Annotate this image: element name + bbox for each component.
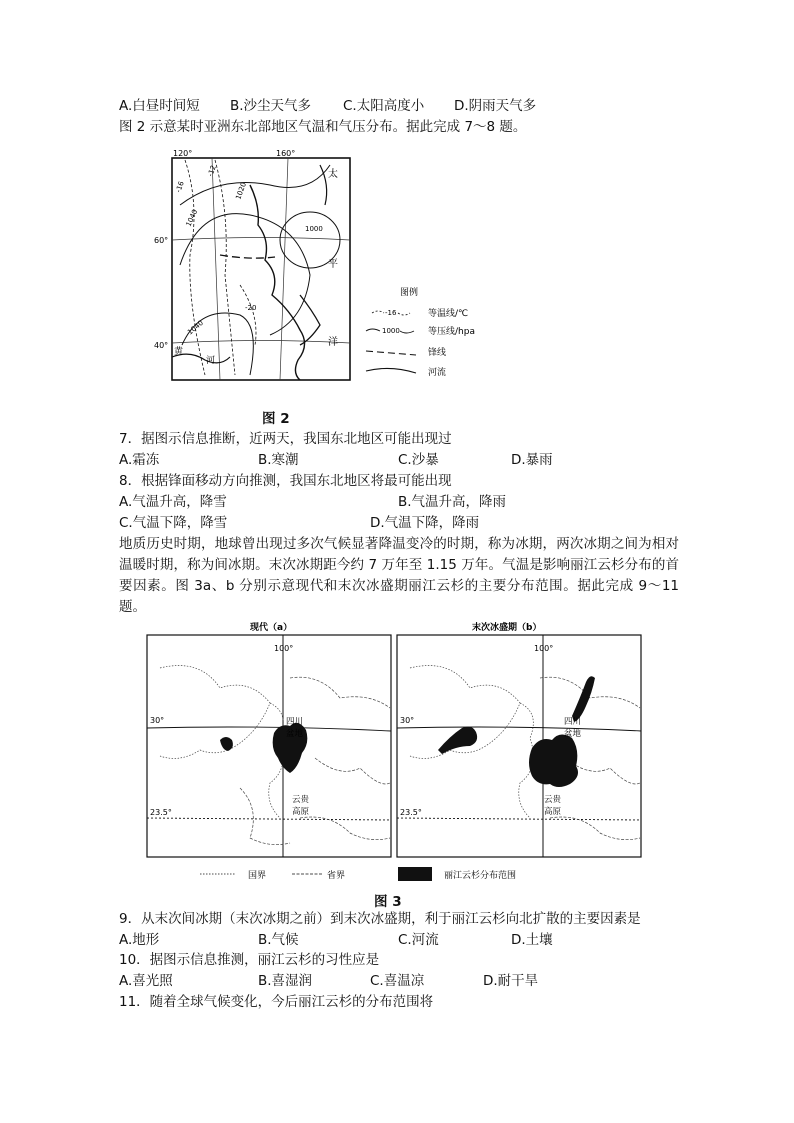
q9-option-c: C.河流 (398, 932, 439, 948)
q8-options-row2 (119, 513, 679, 533)
isotherm (240, 285, 256, 345)
fig2-intro: 图 2 示意某时亚洲东北部地区气温和气压分布。据此完成 7～8 题。 (119, 119, 527, 135)
lon-label-b: 100° (534, 644, 554, 653)
lat-label-60: 60° (154, 236, 169, 245)
q8-stem: 8．根据锋面移动方向推测，我国东北地区将最可能出现 (119, 473, 452, 489)
figure-2-legend (366, 286, 475, 378)
legend-spruce: 丽江云杉分布范围 (444, 871, 517, 881)
isobar-label: 1020 (234, 181, 248, 201)
q10-option-c: C.喜温凉 (370, 973, 425, 989)
coastline (250, 185, 305, 380)
q8-option-a: A.气温升高，降雪 (119, 494, 227, 510)
plateau-label: 云贵 (292, 795, 310, 805)
lon-label-a: 100° (274, 644, 294, 653)
q11-stem: 11．随着全球气候变化，今后丽江云杉的分布范围将 (119, 994, 434, 1010)
basin-label: 盆地 (286, 729, 304, 739)
figure-3-caption: 图 3 (374, 894, 402, 910)
isobar (180, 214, 310, 335)
q6-option-b: B.沙尘天气多 (230, 98, 312, 114)
q7-option-d: D.暴雨 (511, 452, 553, 468)
isobar-label: 1040 (186, 318, 205, 337)
legend-river: 河流 (428, 368, 447, 378)
basin-label: 四川 (564, 717, 582, 727)
river-char: 黄 (174, 347, 184, 357)
lat-label-b-30: 30° (400, 716, 415, 725)
spruce-area (438, 727, 477, 754)
lon-label-120: 120° (173, 149, 193, 158)
legend-isobar: 等压线/hpa (428, 327, 475, 337)
isotherm-label: -16 (174, 180, 186, 194)
q8-option-d: D.气温下降，降雨 (370, 515, 480, 531)
sea-char: 太 (328, 169, 338, 180)
q6-option-c: C.太阳高度小 (343, 98, 425, 114)
panel-a-title: 现代（a） (250, 623, 293, 633)
legend-provincial-border: 省界 (327, 871, 346, 881)
lat-label-b-235: 23.5° (400, 808, 422, 817)
legend-front: 锋线 (428, 348, 447, 358)
q10-option-d: D.耐干旱 (483, 973, 539, 989)
legend-title: 图例 (400, 288, 419, 298)
legend-national-border: 国界 (248, 871, 267, 881)
basin-label: 盆地 (564, 729, 582, 739)
q9-option-a: A.地形 (119, 932, 160, 948)
isobar-label: 1000 (305, 225, 323, 233)
lat-label-a-235: 23.5° (150, 808, 172, 817)
legend-isotherm: 等温线/℃ (428, 309, 469, 319)
spruce-area (572, 676, 595, 722)
panel-a-map (147, 635, 391, 857)
q6-option-a: A.白昼时间短 (119, 98, 200, 114)
figure-2-caption: 图 2 (262, 411, 290, 427)
lon-label-160: 160° (276, 149, 296, 158)
front-line (220, 255, 275, 258)
q6-options (119, 96, 679, 116)
panel-b-title: 末次冰盛期（b） (472, 623, 542, 633)
q9-stem: 9．从末次间冰期（末次冰期之前）到末次冰盛期，利于丽江云杉向北扩散的主要因素是 (119, 911, 641, 927)
plateau-label: 高原 (292, 807, 310, 817)
isotherm-label: -20 (245, 304, 257, 312)
q10-options (119, 971, 679, 991)
plateau-label: 高原 (544, 807, 562, 817)
lat-label-40: 40° (154, 341, 169, 350)
figure-3-maps (140, 618, 650, 890)
spruce-area (220, 737, 233, 751)
q7-option-a: A.霜冻 (119, 452, 160, 468)
q7-options (119, 450, 679, 470)
q10-option-b: B.喜湿润 (258, 973, 313, 989)
q8-option-b: B.气温升高，降雨 (398, 494, 507, 510)
spruce-area (529, 734, 578, 787)
panel-b-map (397, 635, 641, 857)
q6-option-d: D.阴雨天气多 (454, 98, 537, 114)
q10-stem: 10．据图示信息推测，丽江云杉的习性应是 (119, 952, 380, 968)
q8-option-c: C.气温下降，降雪 (119, 515, 228, 531)
q8-options-row1 (119, 492, 679, 512)
legend-spruce-swatch (398, 867, 432, 881)
q10-option-a: A.喜光照 (119, 973, 173, 989)
isobar-label: 1040 (184, 208, 200, 228)
q7-option-b: B.寒潮 (258, 452, 299, 468)
figure-3-legend (200, 867, 516, 881)
figure-2-map (154, 145, 520, 385)
isotherm-label: -12 (206, 164, 218, 178)
fig3-intro: 地质历史时期，地球曾出现过多次气候显著降温变冷的时期，称为冰期，两次冰期之间为相对温暖时期，称为间冰期。末次冰期距今约 7 万年至 1.15 万年。气温是影响丽江云杉分布的首要因素。图 3a、b 分别示意现代和末次冰盛期丽江云杉的主要分布范围。据此完成 9～11 题。 (119, 536, 679, 615)
plateau-label: 云贵 (544, 795, 562, 805)
q9-options (119, 930, 679, 950)
isotherm (215, 160, 235, 375)
map-frame (172, 158, 350, 380)
legend-sample: 1000 (382, 327, 400, 335)
sea-char: 平 (328, 259, 338, 270)
q7-stem: 7．据图示信息推断，近两天，我国东北地区可能出现过 (119, 431, 452, 447)
river-char: 河 (206, 356, 216, 366)
legend-sample: -16 (385, 309, 397, 317)
sea-char: 洋 (328, 337, 338, 348)
lat-label-a-30: 30° (150, 716, 165, 725)
q7-option-c: C.沙暴 (398, 452, 439, 468)
basin-label: 四川 (286, 717, 304, 727)
q9-option-b: B.气候 (258, 932, 299, 948)
q9-option-d: D.土壤 (511, 932, 553, 948)
